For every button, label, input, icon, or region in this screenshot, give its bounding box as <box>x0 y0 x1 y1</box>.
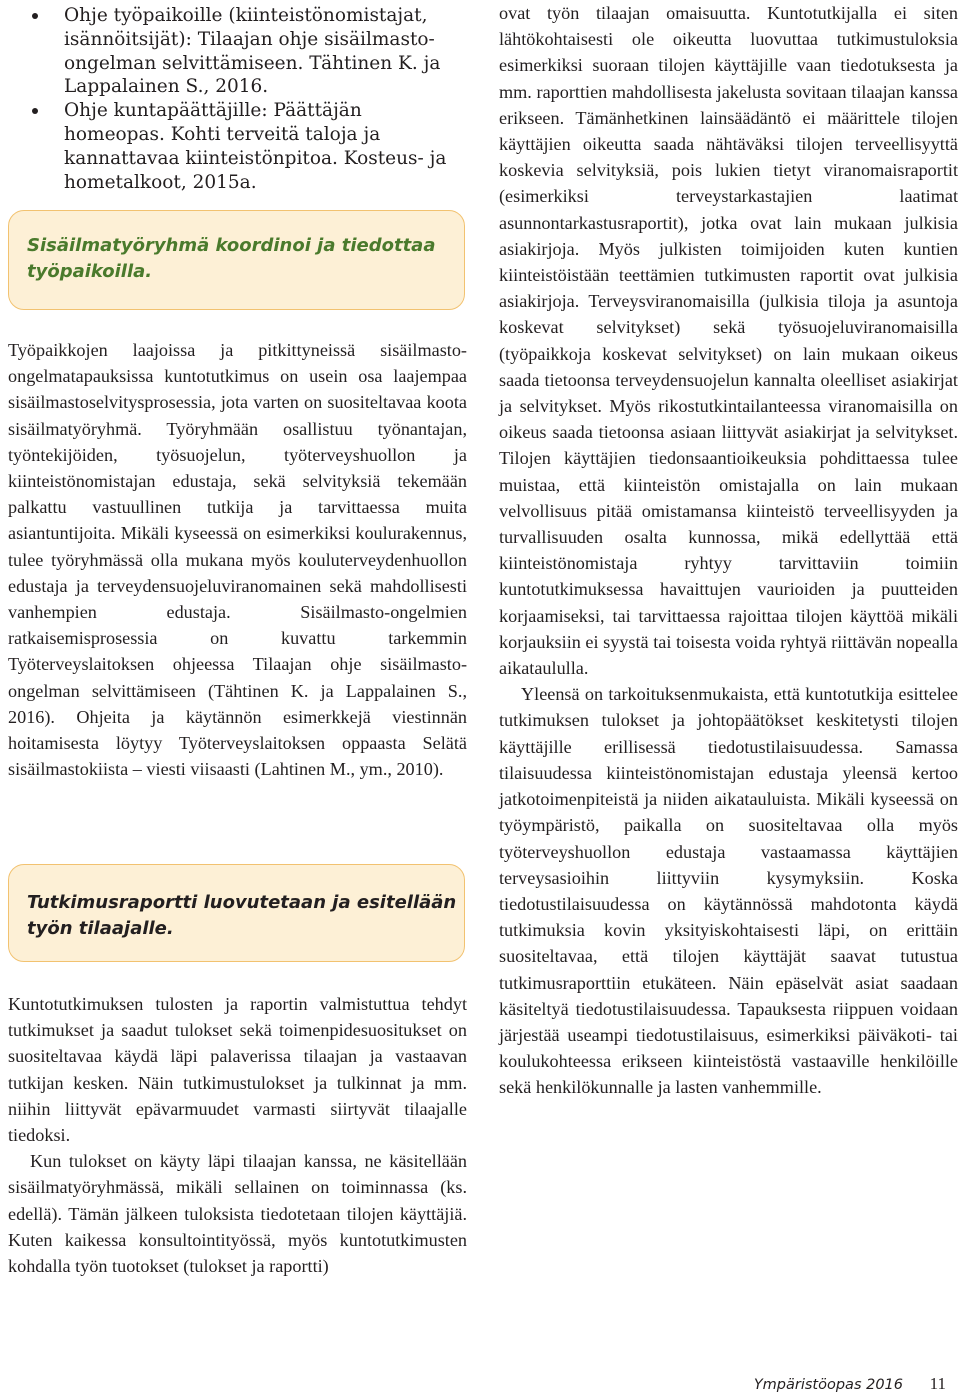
paragraph: ovat työn tilaajan omaisuutta. Kuntotutkijalla ei siten lähtökohtaisesti ole oikeutta luovuttaa tutkimustuloksia esimerkiksi suoraan tilojen käyttäjille vaan tiedotuksesta ja mm. raporttien mahdollisesta jakelusta sovitaan tilaajan kanssa erikseen. Tämänhetkinen lainsäädäntö ei määrittele tilojen käyttäjien oikeutta saada nähtäväksi tilojen terveellisyyttä koskevia selvityksiä, pois lukien tietyt viranomaisraportit (esimerkiksi terveystarkastajien laatimat asunnontarkastusraportit), jotka ovat lain mukaan julkisia asiakirjoja. Myös julkisten toimijoiden kuten kuntien kiinteistöistään teettämien tutkimusten raportit ovat julkisia asiakirjoja. Terveysviranomaisilla (julkisia tiloja ja asuntoja koskevat selvitykset) sekä työsuojeluviranomaisilla (työpaikkoja koskevat selvitykset) on lain mukaan oikeus saada tietoonsa terveydensuojelun kannalta oleelliset asiakirjat ja selvitykset. Myös rikostutkintailanteessa viranomaisilla on oikeus saada tietoonsa asiaan liittyvät asiakirjat ja selvitykset. Tilojen käyttäjien tiedonsaantioikeuksia pohdittaessa tulee muistaa, että kiinteistön omistajalla on lain mukaan velvollisuus pitää omistamansa kiinteistö terveellisyyden ja turvallisuuden osalta kunnossa, mikä edellyttää että kiinteistönomistaja ryhtyy tarvittaviin toimiin kuntotutkimuksessa havaittujen vaurioiden ja puutteiden korjaamiseksi, tai tarvittaessa rajoittaa tilojen käyttöä mikäli korjauksiin ei syystä tai toisesta voida ryhtyä riittävän nopealla aikataululla. <box>499 3 958 679</box>
body-text <box>8 337 467 782</box>
publication-title: Ympäristöopas 2016 <box>753 1377 904 1393</box>
callout-heading: Sisäilmatyöryhmä koordinoi ja tiedottaa työpaikoilla. <box>27 235 436 282</box>
reference-list <box>8 4 467 194</box>
page-footer <box>754 1374 946 1394</box>
body-text <box>8 991 467 1279</box>
paragraph: Työpaikkojen laajoissa ja pitkittyneissä sisäilmasto-ongelmatapauksissa kuntotutkimus on usein osa laajempaa sisäilmastoselvitysprosessia, jota varten on suositeltavaa koota sisäilmatyöryhmä. Työryhmään osallistuu työnantajan, työntekijöiden, työsuojelun, työterveyshuollon ja kiinteistönomistajan edustaja, sekä selvityksiä tekemään palkattu vastuullinen tutkija ja tarvittaessa muita asiantuntijoita. Mikäli kyseessä on esimerkiksi koulurakennus, tulee työryhmässä olla mukana myös kouluterveydenhuollon edustaja ja terveydensuojeluviranomainen sekä mahdollisesti vanhempien edustaja. Sisäilmasto-ongelmien ratkaisemisprosessia on kuvattu tarkemmin Työterveyslaitoksen ohjeessa Tilaajan ohje sisäilmasto-ongelman selvittämiseen (Tähtinen K. ja Lappalainen S., 2016). Ohjeita ja käytännön esimerkkejä viestinnän hoitamisesta löytyy Työterveyslaitoksen oppaasta Selätä sisäilmastokiista – viesti viisaasti (Lahtinen M., ym., 2010). <box>8 340 467 780</box>
page-number: 11 <box>929 1374 946 1393</box>
callout-heading: Tutkimusraportti luovutetaan ja esitellään työn tilaajalle. <box>27 892 457 939</box>
paragraph: Kuntotutkimuksen tulosten ja raportin valmistuttua tehdyt tutkimukset ja saadut tulokset sekä toimenpidesuositukset on suositeltavaa käydä läpi palaverissa tilaajan ja vastaavan tutkijan kesken. Näin tutkimustulokset ja tulkinnat ja mm. niihin liittyvät epävarmuudet varmasti siirtyvät tilaajalle tiedoksi. <box>8 994 467 1146</box>
paragraph: Kun tulokset on käyty läpi tilaajan kanssa, ne käsitellään sisäilmatyöryhmässä, mikäli sellainen on toiminnassa (ks. edellä). Tämän jälkeen tuloksista tiedotetaan tilojen käyttäjiä. Kuten kaikessa konsultointityössä, myös kuntotutkimusten kohdalla työn tuotokset (tulokset ja raportti) <box>8 1151 467 1277</box>
reference-item <box>8 99 467 194</box>
reference-item <box>8 4 467 99</box>
body-text <box>499 0 958 1101</box>
reference-text: Ohje kuntapäättäjille: Päättäjän homeopas. Kohti terveitä taloja ja kannattavaa kiinteistönpitoa. Kosteus- ja hometalkoot, 2015a. <box>64 100 447 193</box>
paragraph: Yleensä on tarkoituksenmukaista, että kuntotutkija esittelee tutkimuksen tulokset ja johtopäätökset keskitetysti tilojen käyttäjille erillisessä tiedotustilaisuudessa. Samassa tilaisuudessa kiinteistönomistajan edustaja yleensä kertoo jatkotoimenpiteistä ja niiden aikatauluista. Mikäli kyseessä on työympäristö, paikalla on suositeltavaa olla myös työterveyshuollon edustaja vastaamassa käyttäjien terveysasioihin liittyviin kysymyksiin. Koska tiedotustilaisuudessa on käytännössä mahdotonta käydä tutkimuksia kovin yksityiskohtaisesti läpi, on erittäin suositeltavaa, että tilojen käyttäjät saavat tutustua tutkimusraporttiin etukäteen. Näin epäselvät asiat saadaan käsiteltyä tiedotustilaisuudessa. Tapauksesta riippuen voidaan järjestää useampi tiedotustilaisuus, esimerkiksi päiväkoti- tai koulukohteessa erikseen kiinteistöstä vastaaville henkilöille sekä henkilökunnalle ja lasten vanhemmille. <box>499 684 958 1098</box>
reference-text: Ohje työpaikoille (kiinteistönomistajat, isännöitsijät): Tilaajan ohje sisäilmasto-ongelman selvittämiseen. Tähtinen K. ja Lappalainen S., 2016. <box>64 5 441 98</box>
callout-box <box>8 210 465 310</box>
bullet-icon <box>32 13 38 19</box>
callout-box <box>8 864 465 962</box>
bullet-icon <box>32 108 38 114</box>
